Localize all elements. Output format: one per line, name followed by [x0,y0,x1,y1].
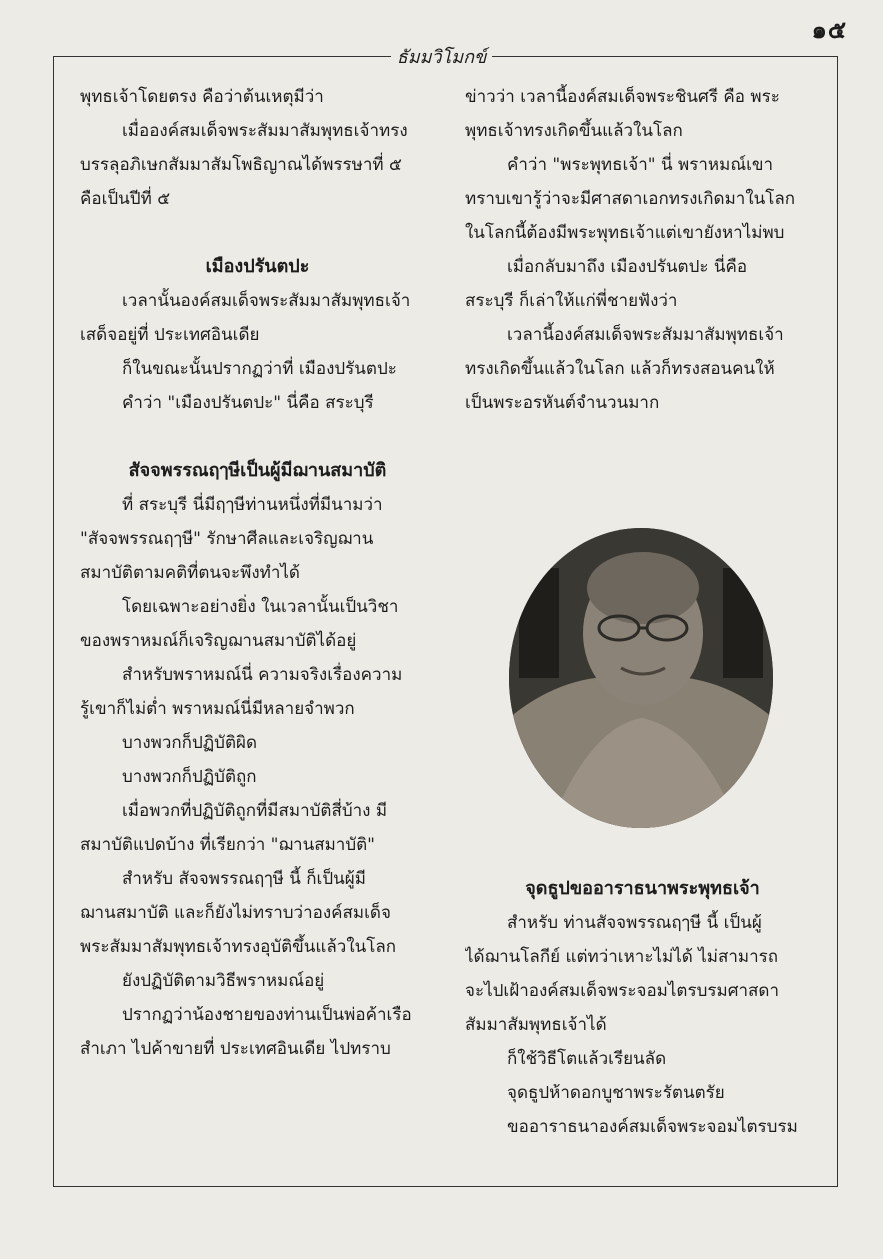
text-line: รู้เขาก็ไม่ต่ำ พราหมณ์นี่มีหลายจำพวก [80,699,355,719]
text-line: เป็นพระอรหันต์จำนวนมาก [465,393,660,413]
text-line: สำหรับ ท่านสัจจพรรณฤๅษี นี้ เป็นผู้ [507,913,762,933]
text-line: ในโลกนี้ต้องมีพระพุทธเจ้าแต่เขายังหาไม่พบ [465,223,785,243]
text-line: สระบุรี ก็เล่าให้แก่พี่ชายฟังว่า [465,291,678,311]
text-line: คำว่า "เมืองปรันตปะ" นี่คือ สระบุรี [122,393,374,413]
text-line: บางพวกก็ปฏิบัติถูก [122,767,257,787]
text-line: เวลานี้องค์สมเด็จพระสัมมาสัมพุทธเจ้า [507,325,784,345]
section-heading: จุดธูปขออาราธนาพระพุทธเจ้า [525,878,760,899]
text-line: ปรากฏว่าน้องชายของท่านเป็นพ่อค้าเรือ [122,1005,412,1025]
section-heading: เมืองปรันตปะ [205,256,310,277]
right-column-bottom [465,872,820,1144]
text-line: เสด็จอยู่ที่ ประเทศอินเดีย [80,325,260,345]
monk-portrait-photo [509,528,773,828]
text-line: ที่ สระบุรี นี่มีฤๅษีท่านหนึ่งที่มีนามว่า [122,495,383,515]
text-line: จะไปเฝ้าองค์สมเด็จพระจอมไตรบรมศาสดา [465,981,780,1001]
text-line: บางพวกก็ปฏิบัติผิด [122,733,258,753]
text-line: พุทธเจ้าทรงเกิดขึ้นแล้วในโลก [465,121,683,141]
spacer [80,216,435,250]
spacer [80,420,435,454]
text-line: เมื่อกลับมาถึง เมืองปรันตปะ นี่คือ [507,257,748,277]
text-line: สำเภา ไปค้าขายที่ ประเทศอินเดีย ไปทราบ [80,1039,391,1059]
text-line: คือเป็นปีที่ ๕ [80,189,171,209]
text-line: ก็ในขณะนั้นปรากฏว่าที่ เมืองปรันตปะ [122,359,397,379]
text-line: ทราบเขารู้ว่าจะมีศาสดาเอกทรงเกิดมาในโลก [465,189,796,209]
text-line: สัมมาสัมพุทธเจ้าได้ [465,1015,607,1035]
left-column [80,80,435,1066]
text-line: ข่าวว่า เวลานี้องค์สมเด็จพระชินศรี คือ พระ [465,87,780,107]
text-line: สมาบัติตามคติที่ตนจะพึงทำได้ [80,563,300,583]
page-number: ๑๕ [811,15,847,44]
text-line: สำหรับ สัจจพรรณฤๅษี นี้ ก็เป็นผู้มี [122,869,366,889]
text-line: คำว่า "พระพุทธเจ้า" นี่ พราหมณ์เขา [507,155,774,175]
text-line: พุทธเจ้าโดยตรง คือว่าต้นเหตุมีว่า [80,87,324,107]
text-line: ก็ใช้วิธีโตแล้วเรียนลัด [507,1049,667,1069]
text-line: ฌานสมาบัติ และก็ยังไม่ทราบว่าองค์สมเด็จ [80,903,391,923]
header-title-text: ธัมมวิโมกข์ [391,47,493,68]
text-line: สำหรับพราหมณ์นี่ ความจริงเรื่องความ [122,665,403,685]
section-heading: สัจจพรรณฤๅษีเป็นผู้มีฌานสมาบัติ [128,460,387,481]
text-line: ยังปฏิบัติตามวิธีพราหมณ์อยู่ [122,971,325,991]
text-line: บรรลุอภิเษกสัมมาสัมโพธิญาณได้พรรษาที่ ๕ [80,155,402,175]
text-line: ขออาราธนาองค์สมเด็จพระจอมไตรบรม [507,1117,798,1137]
text-line: ของพราหมณ์ก็เจริญฌานสมาบัติได้อยู่ [80,631,357,651]
right-column-top [465,80,820,420]
text-line: จุดธูปห้าดอกบูชาพระรัตนตรัย [507,1083,725,1103]
text-line: เวลานั้นองค์สมเด็จพระสัมมาสัมพุทธเจ้า [122,291,411,311]
text-line: พระสัมมาสัมพุทธเจ้าทรงอุบัติขึ้นแล้วในโลก [80,937,397,957]
text-line: เมื่อองค์สมเด็จพระสัมมาสัมพุทธเจ้าทรง [122,121,408,141]
text-line: สมาบัติแปดบ้าง ที่เรียกว่า "ฌานสมาบัติ" [80,835,375,855]
text-line: เมื่อพวกที่ปฏิบัติถูกที่มีสมาบัติสี่บ้าง มี [122,801,388,821]
portrait-illustration [509,528,773,828]
text-line: โดยเฉพาะอย่างยิ่ง ในเวลานั้นเป็นวิชา [122,597,399,617]
text-line: ได้ฌานโลกีย์ แต่ทว่าเหาะไม่ได้ ไม่สามารถ [465,947,779,967]
text-line: ทรงเกิดขึ้นแล้วในโลก แล้วก็ทรงสอนคนให้ [465,359,775,379]
text-line: "สัจจพรรณฤๅษี" รักษาศีลและเจริญฌาน [80,529,374,549]
